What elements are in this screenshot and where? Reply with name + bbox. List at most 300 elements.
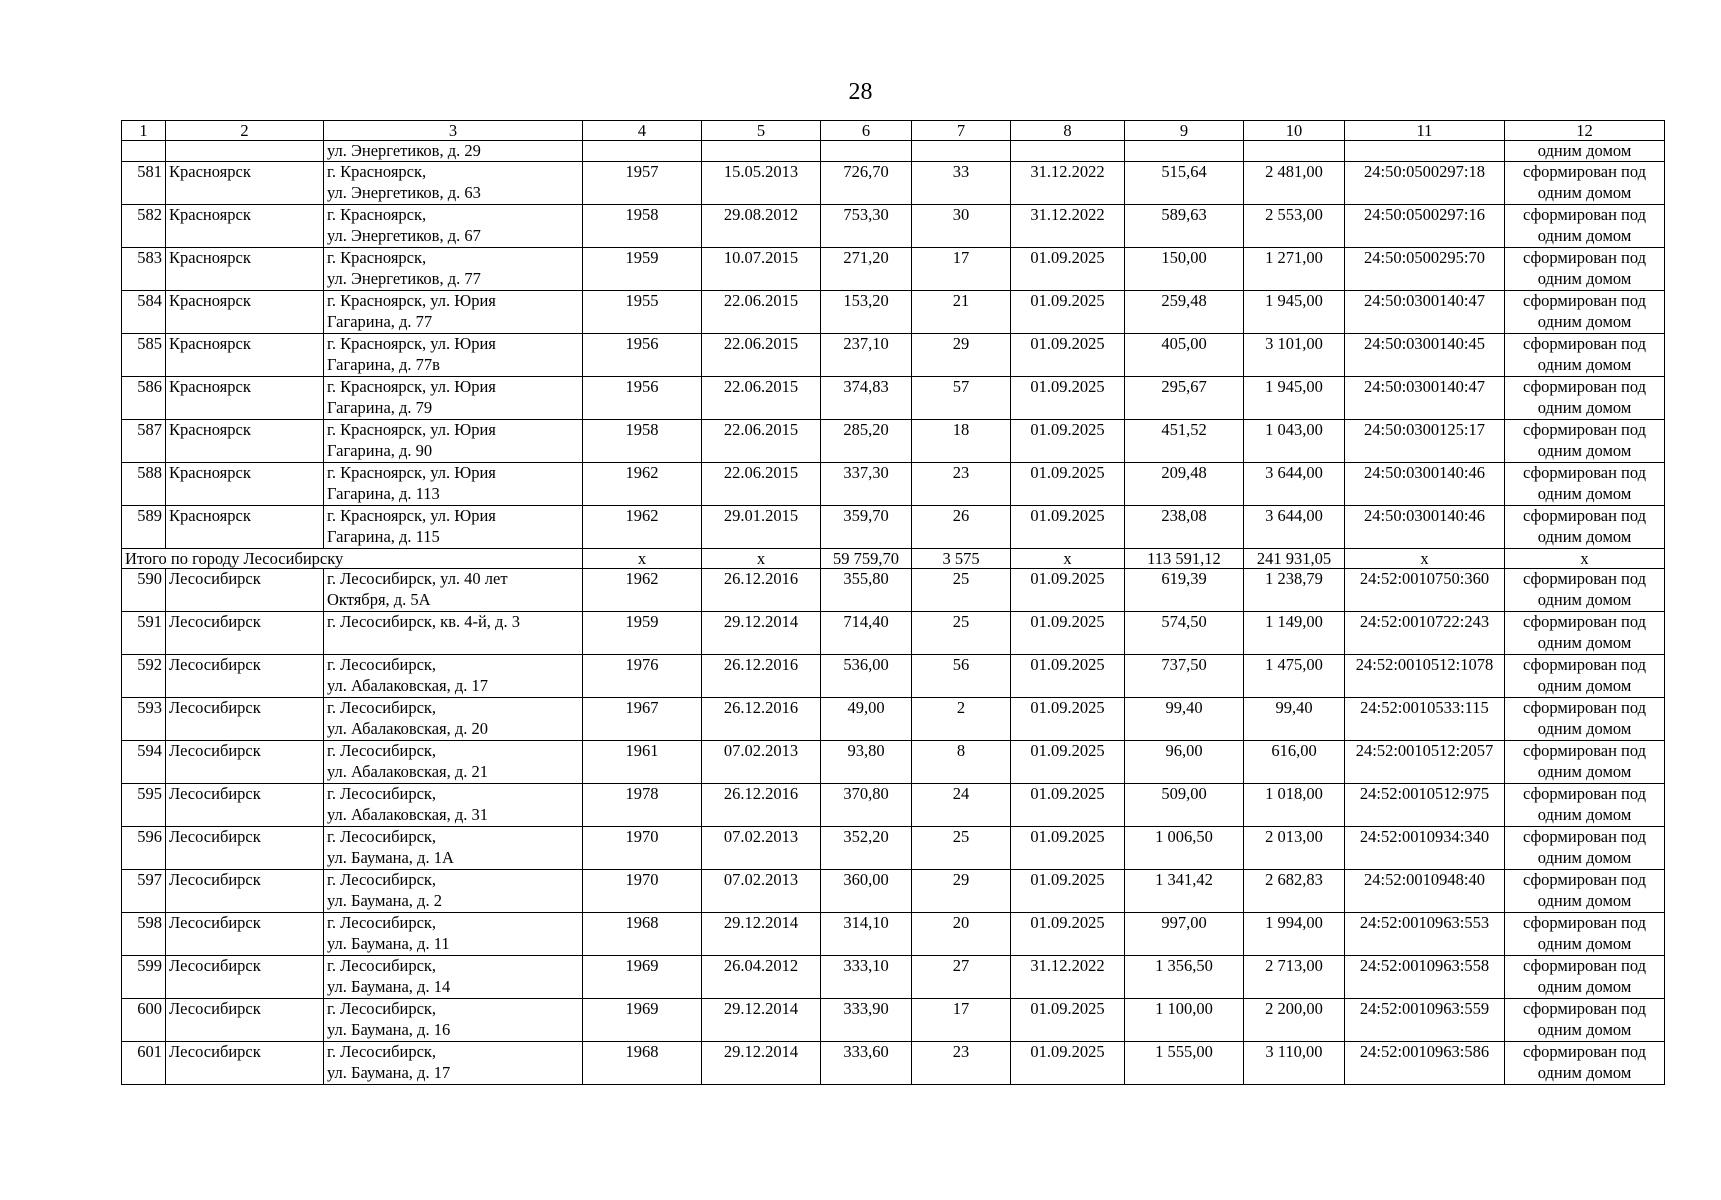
total-year-cell: х (583, 549, 702, 569)
address-cell (324, 463, 583, 506)
note-line-2: одним домом (1537, 484, 1632, 503)
settlement-cell: Красноярск (166, 377, 324, 420)
row-number-cell: 594 (122, 741, 166, 784)
row-number-cell: 591 (122, 612, 166, 655)
emergency-date-cell: 29.08.2012 (702, 205, 821, 248)
total-area-cell: 59 759,70 (821, 549, 912, 569)
residents-cell: 23 (912, 463, 1011, 506)
plot-area-cell: 1 043,00 (1244, 420, 1345, 463)
address-line-2: ул. Энергетиков, д. 67 (327, 226, 481, 245)
note-line-2: одним домом (1537, 527, 1632, 546)
address-line-1: г. Красноярск, ул. Юрия (327, 377, 496, 396)
deadline-cell: 31.12.2022 (1011, 956, 1125, 999)
settlement-cell: Лесосибирск (166, 913, 324, 956)
deadline-cell: 01.09.2025 (1011, 827, 1125, 870)
cadastral-number-cell: 24:52:0010963:586 (1345, 1042, 1505, 1085)
land-area-cell: 619,39 (1125, 569, 1244, 612)
table-row (122, 999, 1665, 1042)
residents-cell: 33 (912, 162, 1011, 205)
residents-cell: 25 (912, 827, 1011, 870)
housing-registry-table (121, 120, 1665, 1085)
plot-area-cell: 1 271,00 (1244, 248, 1345, 291)
residents-cell: 27 (912, 956, 1011, 999)
emergency-date-cell: 22.06.2015 (702, 463, 821, 506)
area-cell: 360,00 (821, 870, 912, 913)
build-year-cell: 1958 (583, 205, 702, 248)
note-line-1: сформирован под (1522, 827, 1647, 846)
address-cell (324, 205, 583, 248)
settlement-cell: Лесосибирск (166, 1042, 324, 1085)
note-line-1: сформирован под (1522, 377, 1647, 396)
address-line-1: г. Лесосибирск, (327, 870, 437, 889)
build-year-cell: 1970 (583, 870, 702, 913)
settlement-cell: Лесосибирск (166, 827, 324, 870)
note-line-1: сформирован под (1522, 698, 1647, 717)
deadline-cell: 01.09.2025 (1011, 913, 1125, 956)
cadastral-number-cell: 24:52:0010533:115 (1345, 698, 1505, 741)
column-number-1: 1 (122, 121, 166, 141)
deadline-cell: 01.09.2025 (1011, 420, 1125, 463)
column-number-4: 4 (583, 121, 702, 141)
area-cell: 314,10 (821, 913, 912, 956)
emergency-date-cell: 22.06.2015 (702, 334, 821, 377)
table-row (122, 612, 1665, 655)
address-line-2: ул. Абалаковская, д. 31 (327, 805, 489, 824)
build-year-cell: 1970 (583, 827, 702, 870)
address-line-1: г. Лесосибирск, ул. 40 лет (327, 569, 508, 588)
emergency-date-cell: 10.07.2015 (702, 248, 821, 291)
cadastral-number-cell: 24:52:0010512:975 (1345, 784, 1505, 827)
table-row (122, 334, 1665, 377)
plot-area-cell: 3 644,00 (1244, 463, 1345, 506)
cadastral-number-cell: 24:50:0300140:47 (1345, 377, 1505, 420)
deadline-cell: 01.09.2025 (1011, 870, 1125, 913)
address-cell (324, 741, 583, 784)
note-cell (1505, 698, 1665, 741)
note-cell (1505, 827, 1665, 870)
address-cell (324, 506, 583, 549)
address-line-2: Гагарина, д. 113 (327, 484, 440, 503)
address-line-1: г. Красноярск, (327, 205, 427, 224)
table-row (122, 870, 1665, 913)
settlement-cell: Лесосибирск (166, 956, 324, 999)
settlement-cell: Лесосибирск (166, 999, 324, 1042)
land-area-cell: 295,67 (1125, 377, 1244, 420)
settlement-cell: Лесосибирск (166, 612, 324, 655)
address-cell (324, 248, 583, 291)
row-number-cell: 595 (122, 784, 166, 827)
build-year-cell: 1968 (583, 1042, 702, 1085)
note-cell (1505, 506, 1665, 549)
row-number-cell: 593 (122, 698, 166, 741)
note-line-1: сформирован под (1522, 506, 1647, 525)
address-cell (324, 162, 583, 205)
header-row (122, 121, 1665, 141)
address-line-2: ул. Энергетиков, д. 63 (327, 183, 481, 202)
note-cell (1505, 162, 1665, 205)
address-line-1: г. Лесосибирск, (327, 999, 437, 1018)
deadline-cell: 31.12.2022 (1011, 205, 1125, 248)
note-line-1: сформирован под (1522, 655, 1647, 674)
settlement-cell: Красноярск (166, 463, 324, 506)
table-body (122, 141, 1665, 1085)
note-line-2: одним домом (1537, 676, 1632, 695)
table-row (122, 1042, 1665, 1085)
plot-area-cell: 2 713,00 (1244, 956, 1345, 999)
row-number-cell: 582 (122, 205, 166, 248)
residents-cell: 17 (912, 248, 1011, 291)
plot-area-cell: 1 238,79 (1244, 569, 1345, 612)
cadastral-number-cell: 24:52:0010722:243 (1345, 612, 1505, 655)
build-year-cell: 1969 (583, 956, 702, 999)
address-line-1: г. Красноярск, ул. Юрия (327, 506, 496, 525)
area-cell: 359,70 (821, 506, 912, 549)
note-line-1: сформирован под (1522, 569, 1647, 588)
note-line-1: сформирован под (1522, 291, 1647, 310)
note-line-1: сформирован под (1522, 612, 1647, 631)
deadline-cell: 01.09.2025 (1011, 999, 1125, 1042)
note-line-2: одним домом (1537, 633, 1632, 652)
note-line-1: сформирован под (1522, 784, 1647, 803)
address-line-1: г. Лесосибирск, (327, 784, 437, 803)
note-line-2: одним домом (1537, 355, 1632, 374)
deadline-cell: 01.09.2025 (1011, 741, 1125, 784)
emergency-date-cell: 26.12.2016 (702, 569, 821, 612)
address-line-2: Октября, д. 5А (327, 590, 431, 609)
area-cell: 753,30 (821, 205, 912, 248)
plot-area-cell: 2 553,00 (1244, 205, 1345, 248)
address-cell (324, 827, 583, 870)
land-area-cell: 1 356,50 (1125, 956, 1244, 999)
cadastral-number-cell: 24:52:0010963:558 (1345, 956, 1505, 999)
cadastral-number-cell: 24:52:0010934:340 (1345, 827, 1505, 870)
land-area-cell: 1 006,50 (1125, 827, 1244, 870)
row-number-cell: 588 (122, 463, 166, 506)
column-number-2: 2 (166, 121, 324, 141)
note-cell (1505, 334, 1665, 377)
cadastral-number-cell: 24:52:0010963:553 (1345, 913, 1505, 956)
settlement-cell: Красноярск (166, 420, 324, 463)
column-number-8: 8 (1011, 121, 1125, 141)
land-area-cell: 737,50 (1125, 655, 1244, 698)
build-year-cell: 1959 (583, 248, 702, 291)
area-cell: 333,90 (821, 999, 912, 1042)
residents-cell: 24 (912, 784, 1011, 827)
emergency-date-cell: 29.01.2015 (702, 506, 821, 549)
note-line-2: одним домом (1537, 441, 1632, 460)
address-line-2: ул. Баумана, д. 2 (327, 891, 442, 910)
column-number-5: 5 (702, 121, 821, 141)
address-line-1: г. Красноярск, ул. Юрия (327, 463, 496, 482)
cadastral-number-cell: 24:52:0010512:2057 (1345, 741, 1505, 784)
table-row (122, 506, 1665, 549)
plot-area-cell: 3 101,00 (1244, 334, 1345, 377)
cadastral-number-cell: 24:50:0300140:47 (1345, 291, 1505, 334)
table-row (122, 248, 1665, 291)
land-area-cell: 451,52 (1125, 420, 1244, 463)
table-row (122, 827, 1665, 870)
land-area-cell: 515,64 (1125, 162, 1244, 205)
note-cell (1505, 205, 1665, 248)
note-cell (1505, 655, 1665, 698)
column-number-10: 10 (1244, 121, 1345, 141)
address-cell (324, 291, 583, 334)
emergency-date-cell: 22.06.2015 (702, 377, 821, 420)
land-area-cell: 574,50 (1125, 612, 1244, 655)
area-cell: 726,70 (821, 162, 912, 205)
cadastral-number-cell: 24:52:0010512:1078 (1345, 655, 1505, 698)
plot-area-cell: 2 682,83 (1244, 870, 1345, 913)
note-cell (1505, 420, 1665, 463)
emergency-date-cell: 07.02.2013 (702, 827, 821, 870)
settlement-cell: Красноярск (166, 205, 324, 248)
residents-cell: 26 (912, 506, 1011, 549)
address-cell: ул. Энергетиков, д. 29 (324, 141, 583, 162)
row-number-cell: 586 (122, 377, 166, 420)
address-line-2: Гагарина, д. 77 (327, 312, 433, 331)
column-number-header (122, 121, 1665, 141)
cadastral-number-cell: 24:50:0500297:18 (1345, 162, 1505, 205)
note-cell (1505, 956, 1665, 999)
total-cad-cell: х (1345, 549, 1505, 569)
table-row (122, 655, 1665, 698)
address-line-1: г. Лесосибирск, (327, 956, 437, 975)
address-cell (324, 569, 583, 612)
emergency-date-cell: 15.05.2013 (702, 162, 821, 205)
row-number-cell: 599 (122, 956, 166, 999)
area-cell: 355,80 (821, 569, 912, 612)
note-line-1: сформирован под (1522, 463, 1647, 482)
address-line-1: г. Лесосибирск, (327, 655, 437, 674)
note-line-1: сформирован под (1522, 999, 1647, 1018)
emergency-date-cell: 29.12.2014 (702, 612, 821, 655)
address-cell (324, 870, 583, 913)
note-cell (1505, 463, 1665, 506)
land-area-cell: 238,08 (1125, 506, 1244, 549)
deadline-cell: 01.09.2025 (1011, 698, 1125, 741)
row-number-cell: 600 (122, 999, 166, 1042)
total-v10-cell: 241 931,05 (1244, 549, 1345, 569)
deadline-cell: 01.09.2025 (1011, 655, 1125, 698)
build-year-cell: 1961 (583, 741, 702, 784)
plot-area-cell: 99,40 (1244, 698, 1345, 741)
note-cell (1505, 870, 1665, 913)
area-cell: 333,10 (821, 956, 912, 999)
residents-cell: 57 (912, 377, 1011, 420)
note-line-2: одним домом (1537, 848, 1632, 867)
note-line-2: одним домом (1537, 312, 1632, 331)
deadline-cell: 01.09.2025 (1011, 1042, 1125, 1085)
total-date-cell: х (702, 549, 821, 569)
plot-area-cell: 1 945,00 (1244, 291, 1345, 334)
address-cell (324, 334, 583, 377)
deadline-cell: 01.09.2025 (1011, 334, 1125, 377)
note-line-2: одним домом (1537, 269, 1632, 288)
settlement-cell: Красноярск (166, 291, 324, 334)
area-cell: 536,00 (821, 655, 912, 698)
land-area-cell: 589,63 (1125, 205, 1244, 248)
emergency-date-cell: 29.12.2014 (702, 1042, 821, 1085)
area-cell: 93,80 (821, 741, 912, 784)
row-number-cell: 598 (122, 913, 166, 956)
area-cell: 370,80 (821, 784, 912, 827)
deadline-cell: 01.09.2025 (1011, 569, 1125, 612)
note-line-1: сформирован под (1522, 1042, 1647, 1061)
settlement-cell: Красноярск (166, 334, 324, 377)
deadline-cell: 01.09.2025 (1011, 612, 1125, 655)
table-row (122, 913, 1665, 956)
area-cell: 374,83 (821, 377, 912, 420)
note-line-1: сформирован под (1522, 162, 1647, 181)
note-cell (1505, 784, 1665, 827)
build-year-cell: 1955 (583, 291, 702, 334)
address-line-1: г. Красноярск, (327, 248, 427, 267)
emergency-date-cell: 26.12.2016 (702, 655, 821, 698)
cadastral-number-cell: 24:52:0010948:40 (1345, 870, 1505, 913)
residents-cell: 30 (912, 205, 1011, 248)
settlement-cell: Лесосибирск (166, 655, 324, 698)
land-area-cell: 997,00 (1125, 913, 1244, 956)
total-label: Итого по городу Лесосибирску (122, 549, 583, 569)
settlement-cell: Лесосибирск (166, 870, 324, 913)
address-line-2: ул. Баумана, д. 11 (327, 934, 450, 953)
address-cell (324, 913, 583, 956)
build-year-cell: 1962 (583, 569, 702, 612)
address-cell (324, 698, 583, 741)
deadline-cell: 01.09.2025 (1011, 377, 1125, 420)
total-v9-cell: 113 591,12 (1125, 549, 1244, 569)
deadline-cell: 01.09.2025 (1011, 291, 1125, 334)
note-line-1: сформирован под (1522, 334, 1647, 353)
address-line-1: г. Лесосибирск, (327, 827, 437, 846)
total-people-cell: 3 575 (912, 549, 1011, 569)
emergency-date-cell: 29.12.2014 (702, 999, 821, 1042)
land-area-cell: 259,48 (1125, 291, 1244, 334)
land-area-cell: 509,00 (1125, 784, 1244, 827)
table-row (122, 420, 1665, 463)
cadastral-number-cell: 24:50:0300125:17 (1345, 420, 1505, 463)
plot-area-cell: 616,00 (1244, 741, 1345, 784)
plot-area-cell: 1 149,00 (1244, 612, 1345, 655)
note-cell (1505, 999, 1665, 1042)
address-line-1: г. Лесосибирск, (327, 913, 437, 932)
address-cell (324, 655, 583, 698)
address-line-2: ул. Баумана, д. 17 (327, 1063, 451, 1082)
cadastral-number-cell: 24:50:0300140:45 (1345, 334, 1505, 377)
column-number-11: 11 (1345, 121, 1505, 141)
table-row (122, 741, 1665, 784)
address-line-1: г. Красноярск, (327, 162, 427, 181)
table-row (122, 698, 1665, 741)
note-line-2: одним домом (1537, 977, 1632, 996)
note-line-1: сформирован под (1522, 205, 1647, 224)
row-number-cell: 590 (122, 569, 166, 612)
emergency-date-cell: 22.06.2015 (702, 291, 821, 334)
address-cell (324, 1042, 583, 1085)
cadastral-number-cell: 24:50:0300140:46 (1345, 506, 1505, 549)
row-number-cell: 587 (122, 420, 166, 463)
cadastral-number-cell: 24:50:0500297:16 (1345, 205, 1505, 248)
address-line-2: ул. Баумана, д. 16 (327, 1020, 451, 1039)
address-line-1: г. Лесосибирск, (327, 741, 437, 760)
deadline-cell: 01.09.2025 (1011, 463, 1125, 506)
emergency-date-cell: 26.12.2016 (702, 784, 821, 827)
address-line-2: ул. Абалаковская, д. 17 (327, 676, 489, 695)
emergency-date-cell: 22.06.2015 (702, 420, 821, 463)
area-cell: 153,20 (821, 291, 912, 334)
plot-area-cell: 1 475,00 (1244, 655, 1345, 698)
total-deadline-cell: х (1011, 549, 1125, 569)
column-number-9: 9 (1125, 121, 1244, 141)
total-note-cell: х (1505, 549, 1665, 569)
address-line-1: г. Лесосибирск, (327, 1042, 437, 1061)
address-line-2: Гагарина, д. 90 (327, 441, 433, 460)
address-cell (324, 956, 583, 999)
build-year-cell: 1967 (583, 698, 702, 741)
settlement-cell: Лесосибирск (166, 741, 324, 784)
area-cell: 337,30 (821, 463, 912, 506)
note-cell (1505, 913, 1665, 956)
build-year-cell: 1962 (583, 506, 702, 549)
address-line-2: ул. Баумана, д. 1А (327, 848, 454, 867)
land-area-cell: 150,00 (1125, 248, 1244, 291)
residents-cell: 25 (912, 569, 1011, 612)
emergency-date-cell: 07.02.2013 (702, 870, 821, 913)
settlement-cell: Лесосибирск (166, 784, 324, 827)
address-line-2: Гагарина, д. 77в (327, 355, 440, 374)
area-cell: 714,40 (821, 612, 912, 655)
build-year-cell: 1956 (583, 334, 702, 377)
build-year-cell: 1978 (583, 784, 702, 827)
address-cell (324, 999, 583, 1042)
residents-cell: 17 (912, 999, 1011, 1042)
area-cell: 352,20 (821, 827, 912, 870)
plot-area-cell: 3 110,00 (1244, 1042, 1345, 1085)
deadline-cell: 01.09.2025 (1011, 784, 1125, 827)
address-line-2: ул. Баумана, д. 14 (327, 977, 451, 996)
deadline-cell: 01.09.2025 (1011, 506, 1125, 549)
residents-cell: 18 (912, 420, 1011, 463)
plot-area-cell: 1 018,00 (1244, 784, 1345, 827)
build-year-cell: 1968 (583, 913, 702, 956)
table-row (122, 463, 1665, 506)
note-cell (1505, 1042, 1665, 1085)
plot-area-cell: 1 945,00 (1244, 377, 1345, 420)
column-number-6: 6 (821, 121, 912, 141)
column-number-3: 3 (324, 121, 583, 141)
plot-area-cell: 3 644,00 (1244, 506, 1345, 549)
residents-cell: 21 (912, 291, 1011, 334)
plot-area-cell: 1 994,00 (1244, 913, 1345, 956)
row-number-cell: 583 (122, 248, 166, 291)
note-line-2: одним домом (1537, 183, 1632, 202)
column-number-12: 12 (1505, 121, 1665, 141)
address-line-1: г. Красноярск, ул. Юрия (327, 420, 496, 439)
table-row (122, 291, 1665, 334)
land-area-cell: 96,00 (1125, 741, 1244, 784)
build-year-cell: 1969 (583, 999, 702, 1042)
row-number-cell: 589 (122, 506, 166, 549)
land-area-cell: 99,40 (1125, 698, 1244, 741)
column-number-7: 7 (912, 121, 1011, 141)
cadastral-number-cell: 24:52:0010750:360 (1345, 569, 1505, 612)
land-area-cell: 209,48 (1125, 463, 1244, 506)
note-line-2: одним домом (1537, 398, 1632, 417)
note-cell (1505, 377, 1665, 420)
note-line-2: одним домом (1537, 590, 1632, 609)
residents-cell: 2 (912, 698, 1011, 741)
plot-area-cell: 2 481,00 (1244, 162, 1345, 205)
